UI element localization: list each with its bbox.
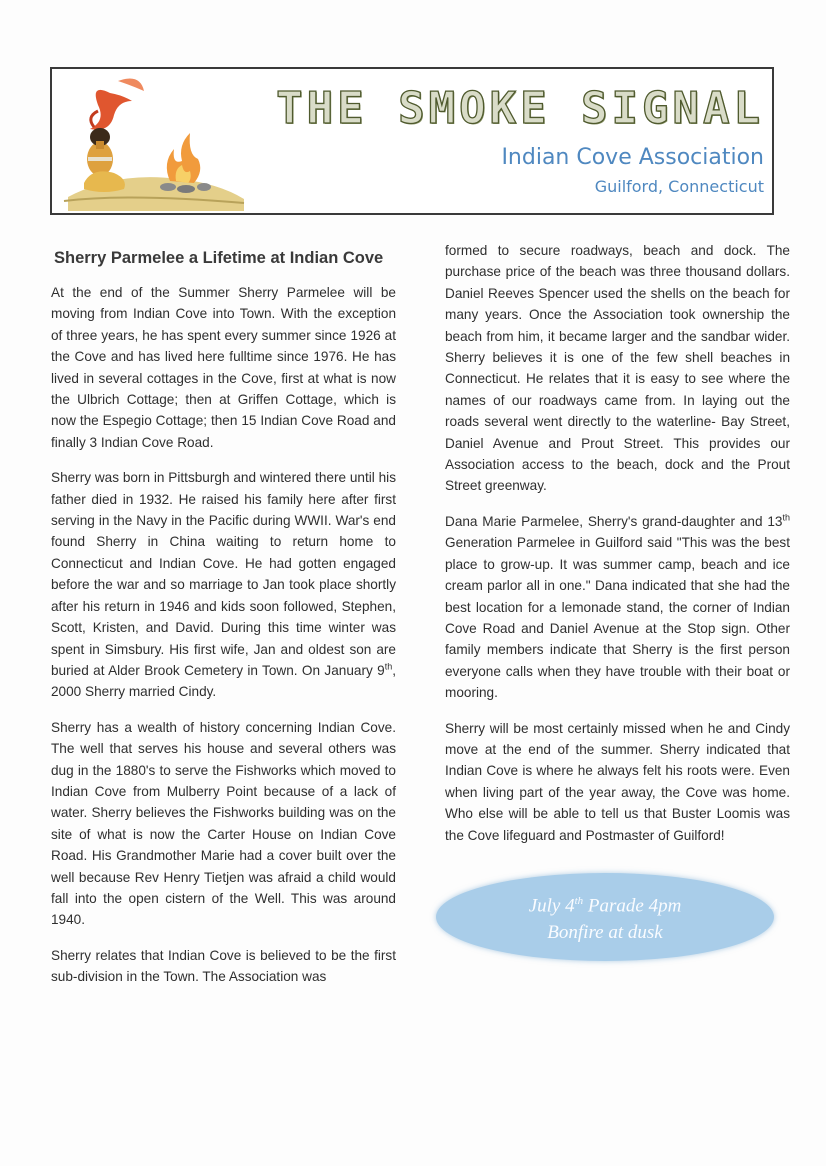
notice-date: July 4 bbox=[528, 895, 575, 917]
paragraph-6-text: Dana Marie Parmelee, Sherry's grand-daughter and 13 bbox=[445, 513, 783, 529]
article-headline: Sherry Parmelee a Lifetime at Indian Cove bbox=[54, 249, 384, 267]
article-paragraph-1: At the end of the Summer Sherry Parmelee will be moving from Indian Cove into Town. With the exception of three years, he has spent every summer since 1926 at the Cove and has lived here fulltime since 1976. He has lived in several cottages in the Cove, first at what is now the Ulbrich Cottage; then at Griffen Cottage, which is now the Espegio Cottage; then 15 Indian Cove Road and finally 3 Indian Cove Road. bbox=[51, 285, 396, 450]
article-paragraph-4: Sherry relates that Indian Cove is believed to be the first sub-division in the Town. The Association was bbox=[51, 947, 396, 985]
notice-event: Parade 4pm bbox=[583, 895, 682, 917]
article-paragraph-6 bbox=[445, 511, 790, 704]
notice-line-1 bbox=[529, 888, 682, 919]
notice-line-2: Bonfire at dusk bbox=[547, 921, 663, 943]
article-paragraph-2 bbox=[51, 467, 396, 702]
article-paragraph-3: Sherry has a wealth of history concerning Indian Cove. The well that serves his house and several others was dug in the 1880's to serve the Fishworks which moved to Indian Cove from Mulberry Point because of a lack of water. Sherry believes the Fishworks building was on the site of what is now the Carter House on Indian Cove Road. His Grandmother Marie had a cover built over the well because Rev Henry Tietjen was afraid a child would fall into the open cistern of the Well. This was around 1940. bbox=[51, 719, 396, 928]
ordinal-suffix: th bbox=[782, 512, 790, 523]
ordinal-suffix: th bbox=[574, 895, 584, 908]
left-column bbox=[51, 240, 396, 1002]
association-name: Indian Cove Association bbox=[501, 145, 764, 170]
newsletter-title: THE SMOKE SIGNAL bbox=[276, 83, 764, 134]
paragraph-2-tail: , 2000 Sherry married Cindy. bbox=[51, 662, 396, 700]
smoke-signal-logo-icon bbox=[58, 75, 248, 211]
masthead bbox=[50, 67, 774, 215]
paragraph-2-text: Sherry was born in Pittsburgh and wintered there until his father died in 1932. He raised his family here after first serving in the Navy in the Pacific during WWII. War's end found Sherry in China waiting to return home to Connecticut and Indian Cove. He had gotten engaged before the war and so marriage to Jan took place shortly after his return in 1946 and kids soon followed, Stephen, Scott, Kristen, and David. During this time winter was spent in Simsbury. His first wife, Jan and oldest son are buried at Alder Brook Cemetery in Town. On January 9 bbox=[51, 470, 396, 678]
event-notice bbox=[436, 873, 774, 961]
paragraph-6-tail: Generation Parmelee in Guilford said "This was the best place to grow-up. It was summer camp, beach and ice cream parlor all in one." Dana indicated that she had the best location for a lemonade stand, the corner of Indian Cove Road and Daniel Avenue at the Stop sign. Other family members indicate that Sherry is the first person everyone calls when they have trouble with their boat or mooring. bbox=[445, 535, 790, 701]
article-paragraph-5: formed to secure roadways, beach and dock. The purchase price of the beach was three thousand dollars. Daniel Reeves Spencer used the shells on the beach for many years. Once the Association took ownership the beach from him, it became larger and the sandbar wider. Sherry believes it is one of the few shell beaches in Connecticut. He relates that it is easy to see where the names of our roadways came from. In laying out the roads several went directly to the waterline- Bay Street, Daniel Avenue and Prout Street. This provides our Association access to the beach, dock and the Prout Street greenway. bbox=[445, 243, 790, 494]
ordinal-suffix: th bbox=[384, 661, 393, 672]
article-paragraph-7: Sherry will be most certainly missed when he and Cindy move at the end of the summer. Sherry indicated that Indian Cove is where he always felt his roots were. Even when living part of the year away, the Cove was home. Who else will be able to tell us that Buster Loomis was the Cove lifeguard and Postmaster of Guilford! bbox=[445, 720, 790, 843]
right-column bbox=[445, 240, 790, 860]
location-line: Guilford, Connecticut bbox=[594, 177, 764, 196]
